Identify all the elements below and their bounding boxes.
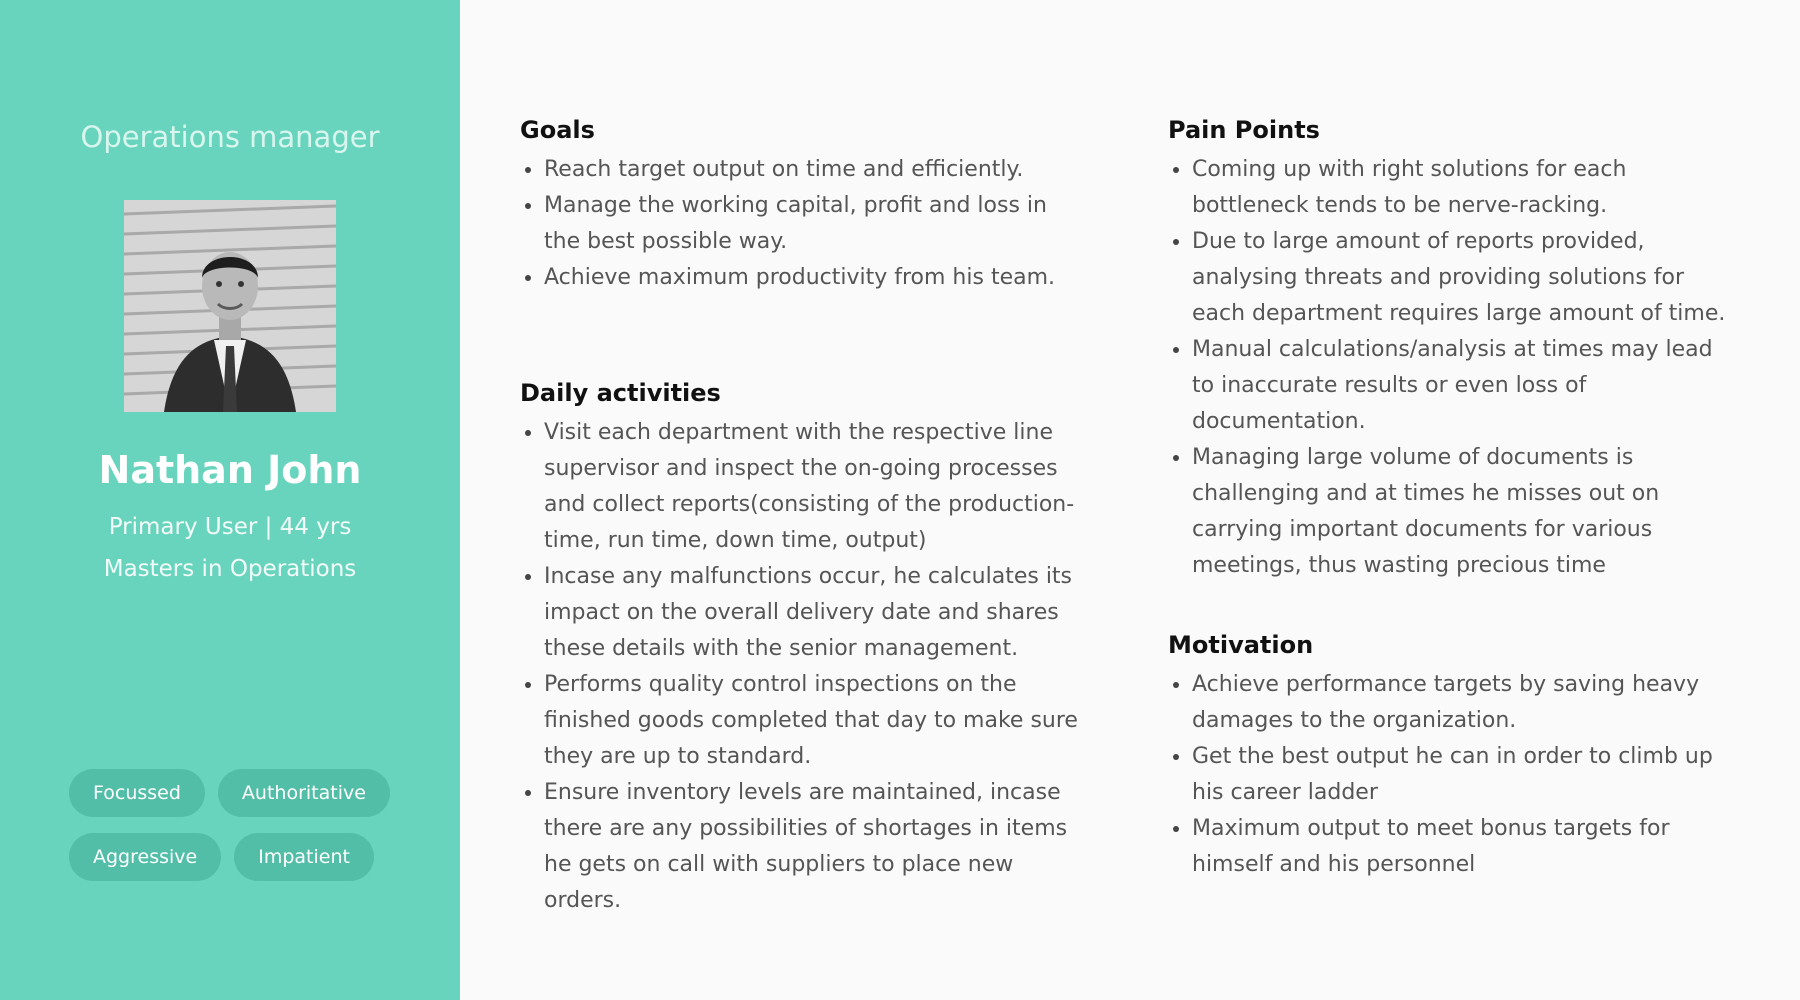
motivation-heading: Motivation xyxy=(1168,631,1314,659)
list-item: • Manual calculations/analysis at times may lead to inaccurate results or even loss of documentation. xyxy=(1192,332,1738,440)
list-item: • Managing large volume of documents is challenging and at times he misses out on carrying important documents for various meetings, thus wasting precious time xyxy=(1192,440,1738,584)
list-item: • Incase any malfunctions occur, he calculates its impact on the overall delivery date and shares these details with the senior management. xyxy=(544,559,1080,667)
pain-points-heading: Pain Points xyxy=(1168,116,1320,144)
persona-sidebar xyxy=(0,0,460,1000)
persona-name: Nathan John xyxy=(98,448,362,492)
list-item: • Maximum output to meet bonus targets for himself and his personnel xyxy=(1192,811,1738,883)
daily-activities-list xyxy=(520,415,1080,919)
list-item: • Reach target output on time and efficiently. xyxy=(544,152,1080,188)
persona-photo xyxy=(124,200,336,412)
goals-list xyxy=(520,152,1080,296)
list-item: • Visit each department with the respective line supervisor and inspect the on-going processes and collect reports(consisting of the production-time, run time, down time, output) xyxy=(544,415,1080,559)
list-item: • Due to large amount of reports provided, analysing threats and providing solutions for each department requires large amount of time. xyxy=(1192,224,1738,332)
trait-tag-authoritative: Authoritative xyxy=(218,769,390,817)
pain-points-section xyxy=(1168,116,1738,584)
list-item: • Get the best output he can in order to climb up his career ladder xyxy=(1192,739,1738,811)
goals-heading: Goals xyxy=(520,116,595,144)
portrait-image xyxy=(124,200,336,412)
trait-tags xyxy=(69,769,409,897)
persona-education: Masters in Operations xyxy=(103,556,357,582)
list-item: • Performs quality control inspections on the finished goods completed that day to make sure they are up to standard. xyxy=(544,667,1080,775)
persona-subtitle: Primary User | 44 yrs xyxy=(108,514,352,540)
persona-role: Operations manager xyxy=(80,120,380,154)
list-item: • Achieve maximum productivity from his team. xyxy=(544,260,1080,296)
motivation-list xyxy=(1168,667,1738,883)
goals-section xyxy=(520,116,1080,296)
trait-tag-impatient: Impatient xyxy=(234,833,374,881)
list-item: • Achieve performance targets by saving heavy damages to the organization. xyxy=(1192,667,1738,739)
motivation-section xyxy=(1168,631,1738,883)
list-item: • Manage the working capital, profit and loss in the best possible way. xyxy=(544,188,1080,260)
trait-tag-focussed: Focussed xyxy=(69,769,205,817)
daily-activities-section xyxy=(520,379,1080,919)
trait-tag-aggressive: Aggressive xyxy=(69,833,221,881)
list-item: • Coming up with right solutions for each bottleneck tends to be nerve-racking. xyxy=(1192,152,1738,224)
list-item: • Ensure inventory levels are maintained, incase there are any possibilities of shortages in items he gets on call with suppliers to place new orders. xyxy=(544,775,1080,919)
pain-points-list xyxy=(1168,152,1738,584)
daily-activities-heading: Daily activities xyxy=(520,379,721,407)
